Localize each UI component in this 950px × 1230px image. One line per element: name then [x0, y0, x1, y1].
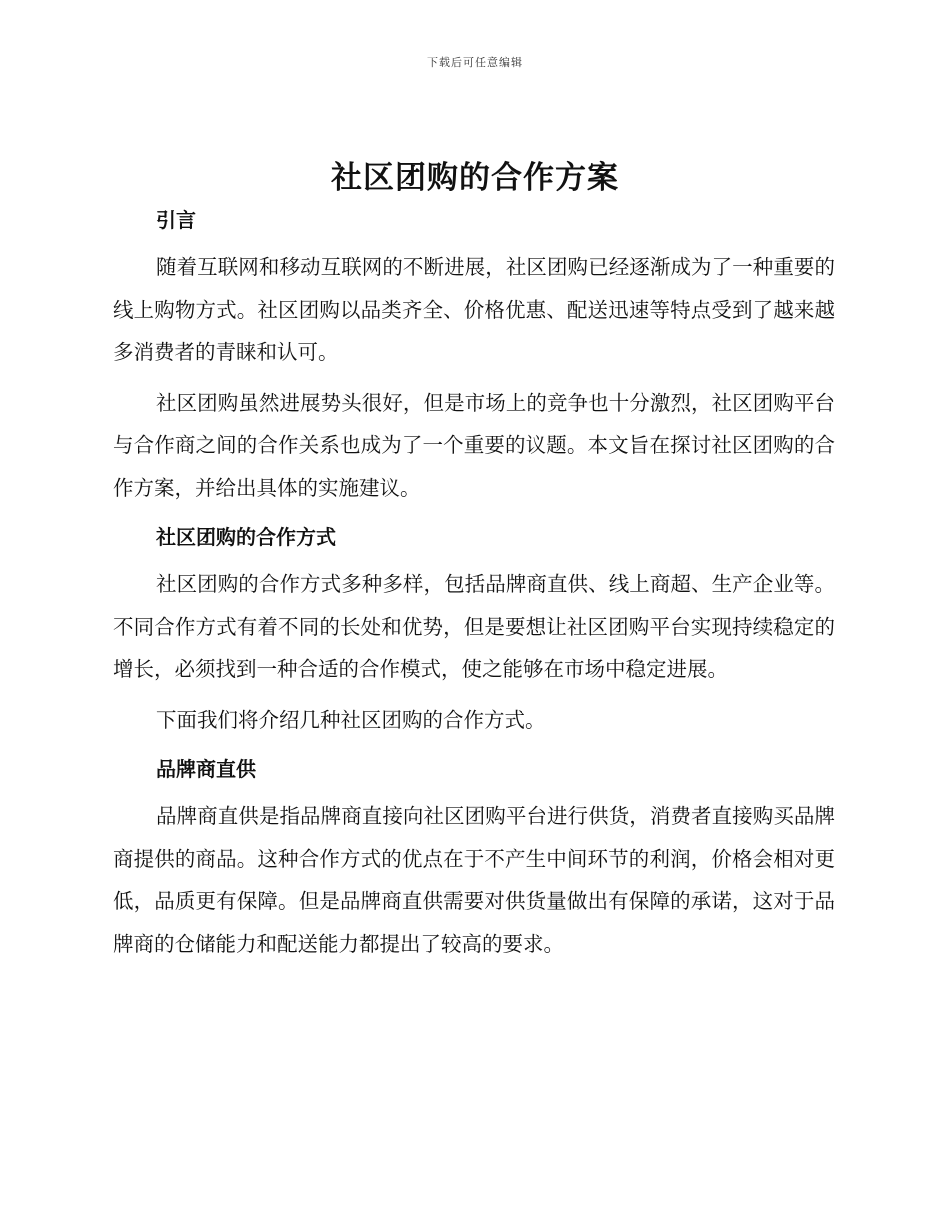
- document-title: 社区团购的合作方案: [331, 160, 619, 196]
- section-heading-intro: 引言: [156, 208, 196, 232]
- paragraph: 社区团购的合作方式多种多样，包括品牌商直供、线上商超、生产企业等。不同合作方式有着不同的长处和优势，但是要想让社区团购平台实现持续稳定的增长，必须找到一种合适的合作模式，使之能够在市场中稳定进展。: [113, 572, 835, 681]
- paragraph: 社区团购虽然进展势头很好，但是市场上的竞争也十分激烈，社区团购平台与合作商之间的合作关系也成为了一个重要的议题。本文旨在探讨社区团购的合作方案，并给出具体的实施建议。: [113, 390, 835, 500]
- paragraph: 下面我们将介绍几种社区团购的合作方式。: [156, 707, 546, 732]
- document-body: [113, 200, 835, 973]
- page-header: 下载后可任意编辑: [427, 56, 523, 69]
- section-heading-cooperation-modes: 社区团购的合作方式: [156, 525, 336, 549]
- paragraph: 品牌商直供是指品牌商直接向社区团购平台进行供货，消费者直接购买品牌商提供的商品。这种合作方式的优点在于不产生中间环节的利润，价格会相对更低，品质更有保障。但是品牌商直供需要对供货量做出有保障的承诺，这对于品牌商的仓储能力和配送能力都提出了较高的要求。: [113, 804, 835, 956]
- section-heading-brand-direct-supply: 品牌商直供: [156, 757, 256, 781]
- paragraph: 随着互联网和移动互联网的不断进展，社区团购已经逐渐成为了一种重要的线上购物方式。社区团购以品类齐全、价格优惠、配送迅速等特点受到了越来越多消费者的青睐和认可。: [113, 255, 835, 364]
